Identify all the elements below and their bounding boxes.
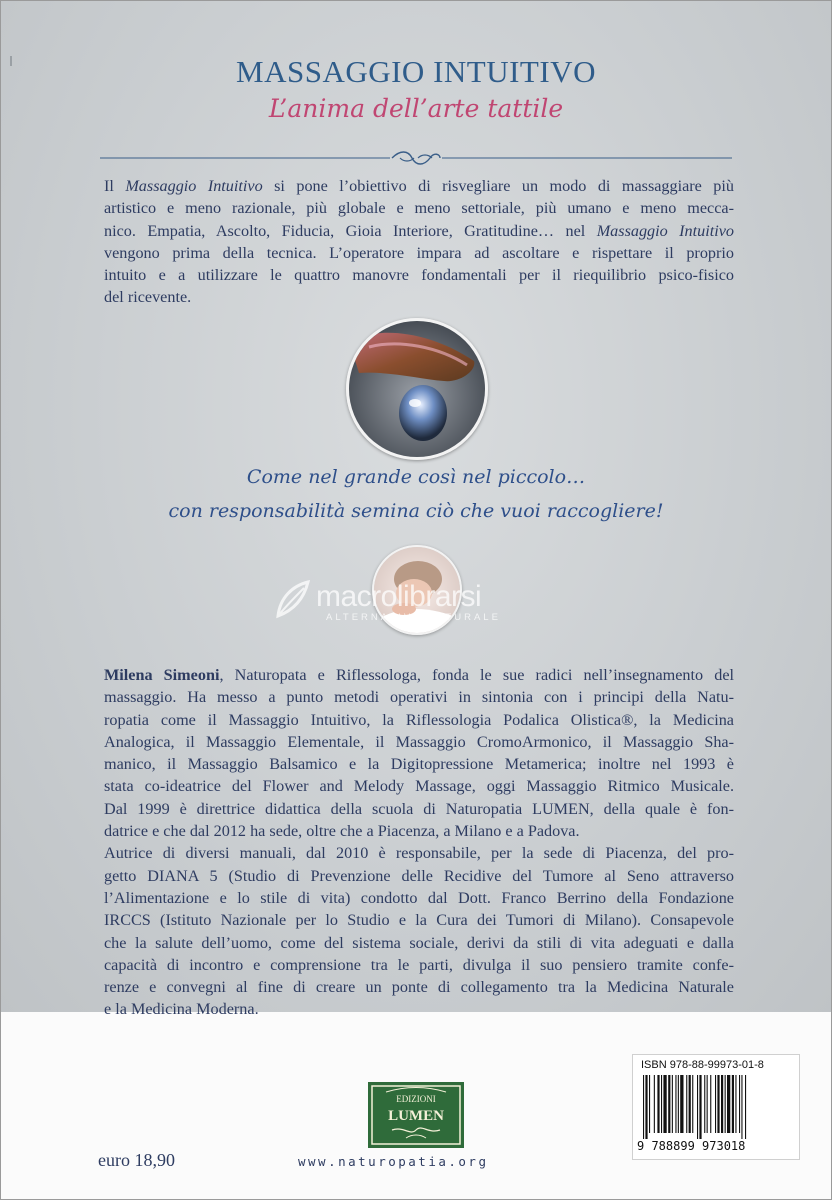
bio-line: datrice e che dal 2012 ha sede, oltre che a Piacenza, a Milano e a Padova. xyxy=(104,822,580,841)
intro-line: artistico e meno razionale, più globale e meno settoriale, più umano e meno mecca- xyxy=(104,199,734,218)
bio-line: renze e convegni al fine di creare un ponte di collegamento tra la Medicina Naturale xyxy=(104,978,734,997)
bio-line: capacità di incontro e comprensione tra le parti, divulga il suo pensiero tramite confe- xyxy=(104,955,734,974)
bio-line: Autrice di diversi manuali, dal 2010 è responsabile, per la sede di Piacenza, del pro- xyxy=(104,844,734,863)
website-link[interactable]: www.naturopatia.org xyxy=(298,1154,489,1169)
bio-line: Milena Simeoni, Naturopata e Riflessologa, fonda le sue radici nell’insegnamento del xyxy=(104,666,734,684)
intro-line: vengono prima della tecnica. L’operatore impara ad ascoltare e rispettare il proprio xyxy=(104,243,734,262)
bio-line: massaggio. Ha messo a punto metodi operativi in sintonia con i principi della Natu- xyxy=(104,688,734,707)
barcode-digits: 9 788899 973018 xyxy=(637,1139,746,1153)
publisher-top-label: EDIZIONI xyxy=(396,1094,436,1104)
isbn-number: ISBN 978-88-99973-01-8 xyxy=(641,1059,764,1071)
isbn-barcode xyxy=(632,1054,800,1160)
bio-line: IRCCS (Istituto Nazionale per lo Studio e la Cura dei Tumori di Milano). Consapevole xyxy=(104,911,734,930)
quote-line-2: con responsabilità semina ciò che vuoi raccogliere! xyxy=(168,500,664,522)
watermark xyxy=(272,576,572,628)
barcode-graphic xyxy=(641,1075,791,1139)
book-subtitle: L’anima dell’arte tattile xyxy=(268,94,564,123)
bio-line: getto DIANA 5 (Studio di Prevenzione delle Recidive del Tumore al Seno attraverso xyxy=(104,866,734,885)
bio-line: stata co-ideatrice del Flower and Melody Massage, oggi Massaggio Ritmico Musicale. xyxy=(104,777,734,796)
intro-line: nico. Empatia, Ascolto, Fiducia, Gioia Interiore, Gratitudine… nel Massaggio Intuitivo xyxy=(104,221,734,240)
bio-line: che la salute dell’uomo, come del sistema sociale, derivi da stili di vita adeguati e dalla xyxy=(104,933,734,952)
publisher-name: LUMEN xyxy=(388,1108,444,1124)
bio-line: e la Medicina Moderna. xyxy=(104,1000,259,1019)
intro-paragraph xyxy=(104,175,734,309)
bio-line: manico, il Massaggio Balsamico e la Digitopressione Metamerica; inoltre nel 1993 è xyxy=(104,755,734,774)
bio-line: ropatia come il Massaggio Intuitivo, la Riflessologia Podalica Olistica®, la Medicina xyxy=(104,710,734,729)
divider-ornament xyxy=(100,150,732,166)
intro-line: Il Massaggio Intuitivo si pone l’obiettivo di risvegliare un modo di massaggiare più xyxy=(104,177,734,195)
author-bio xyxy=(104,664,734,1021)
droplet-flower-photo xyxy=(346,318,488,460)
bio-line: Analogica, il Massaggio Elementale, il Massaggio CromoArmonico, il Massaggio Sha- xyxy=(104,732,734,751)
leaf-logo-icon xyxy=(272,578,312,622)
book-title: MASSAGGIO INTUITIVO xyxy=(236,54,596,89)
publisher-logo xyxy=(366,1080,466,1150)
price-label: euro 18,90 xyxy=(98,1150,175,1170)
watermark-name: macrolibrarsi xyxy=(316,580,482,613)
intro-line: intuito e a utilizzare le quattro manovre fondamentali per il riequilibrio psico-fisico xyxy=(104,266,734,285)
quote-line-1: Come nel grande così nel piccolo… xyxy=(246,466,586,488)
author-name: Milena Simeoni xyxy=(104,666,220,684)
watermark-tagline: ALTERNATIVA NATURALE xyxy=(326,612,501,623)
bio-line: Dal 1999 è direttrice didattica della scuola di Naturopatia LUMEN, della quale è fon- xyxy=(104,799,734,818)
intro-line: del ricevente. xyxy=(104,288,192,307)
bio-line: l’Alimentazione e lo stile di vita) condotto dal Dott. Franco Berrino della Fondazione xyxy=(104,888,734,907)
